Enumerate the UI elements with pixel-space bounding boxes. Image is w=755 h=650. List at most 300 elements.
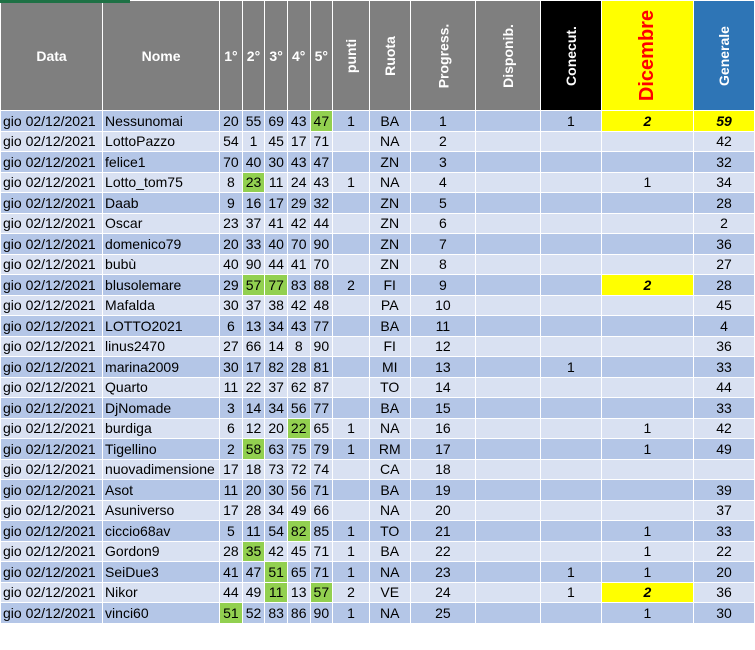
cell-ruota[interactable]: TO (369, 377, 410, 398)
cell-n2[interactable]: 12 (242, 418, 265, 439)
cell-dicembre[interactable] (601, 336, 693, 357)
cell-n4[interactable]: 43 (287, 111, 310, 132)
cell-n4[interactable]: 41 (287, 254, 310, 275)
cell-generale[interactable]: 28 (693, 275, 754, 296)
cell-punti[interactable]: 1 (333, 418, 370, 439)
cell-conecut[interactable] (540, 275, 601, 296)
cell-n2[interactable]: 11 (242, 521, 265, 542)
cell-dicembre[interactable]: 1 (601, 439, 693, 460)
cell-ruota[interactable]: NA (369, 603, 410, 624)
cell-data[interactable]: gio 02/12/2021 (1, 131, 103, 152)
cell-n2[interactable]: 66 (242, 336, 265, 357)
cell-generale[interactable]: 33 (693, 521, 754, 542)
cell-n1[interactable]: 20 (220, 111, 243, 132)
cell-punti[interactable] (333, 357, 370, 378)
cell-disponib[interactable] (476, 541, 541, 562)
cell-n3[interactable]: 45 (265, 131, 288, 152)
cell-progress[interactable]: 1 (410, 111, 476, 132)
cell-progress[interactable]: 23 (410, 562, 476, 583)
cell-disponib[interactable] (476, 357, 541, 378)
cell-n5[interactable]: 71 (310, 541, 333, 562)
cell-conecut[interactable] (540, 316, 601, 337)
cell-n5[interactable]: 85 (310, 521, 333, 542)
cell-n3[interactable]: 69 (265, 111, 288, 132)
cell-disponib[interactable] (476, 418, 541, 439)
cell-n3[interactable]: 20 (265, 418, 288, 439)
cell-n1[interactable]: 44 (220, 582, 243, 603)
cell-n4[interactable]: 42 (287, 295, 310, 316)
cell-n3[interactable]: 54 (265, 521, 288, 542)
header-progress[interactable]: Progress. (410, 1, 476, 111)
cell-generale[interactable]: 27 (693, 254, 754, 275)
cell-n2[interactable]: 33 (242, 234, 265, 255)
cell-generale[interactable]: 39 (693, 480, 754, 501)
cell-n5[interactable]: 32 (310, 193, 333, 214)
cell-n5[interactable]: 44 (310, 213, 333, 234)
cell-punti[interactable] (333, 131, 370, 152)
cell-generale[interactable]: 36 (693, 336, 754, 357)
cell-n2[interactable]: 23 (242, 172, 265, 193)
cell-n2[interactable]: 47 (242, 562, 265, 583)
cell-disponib[interactable] (476, 398, 541, 419)
cell-nome[interactable]: Asuniverso (103, 500, 220, 521)
cell-dicembre[interactable]: 1 (601, 603, 693, 624)
cell-n4[interactable]: 75 (287, 439, 310, 460)
cell-dicembre[interactable] (601, 377, 693, 398)
cell-n4[interactable]: 42 (287, 213, 310, 234)
cell-ruota[interactable]: MI (369, 357, 410, 378)
cell-progress[interactable]: 3 (410, 152, 476, 173)
cell-punti[interactable]: 1 (333, 172, 370, 193)
cell-n1[interactable]: 5 (220, 521, 243, 542)
cell-n5[interactable]: 70 (310, 254, 333, 275)
cell-conecut[interactable] (540, 213, 601, 234)
cell-n1[interactable]: 11 (220, 377, 243, 398)
cell-ruota[interactable]: NA (369, 418, 410, 439)
cell-disponib[interactable] (476, 213, 541, 234)
cell-n3[interactable]: 41 (265, 213, 288, 234)
cell-n4[interactable]: 43 (287, 152, 310, 173)
cell-dicembre[interactable]: 2 (601, 275, 693, 296)
cell-ruota[interactable]: BA (369, 316, 410, 337)
cell-punti[interactable]: 1 (333, 541, 370, 562)
cell-n1[interactable]: 6 (220, 316, 243, 337)
cell-conecut[interactable]: 1 (540, 562, 601, 583)
cell-n1[interactable]: 6 (220, 418, 243, 439)
cell-conecut[interactable] (540, 480, 601, 501)
cell-n3[interactable]: 40 (265, 234, 288, 255)
cell-conecut[interactable] (540, 254, 601, 275)
cell-conecut[interactable]: 1 (540, 582, 601, 603)
cell-data[interactable]: gio 02/12/2021 (1, 398, 103, 419)
cell-ruota[interactable]: ZN (369, 193, 410, 214)
cell-disponib[interactable] (476, 131, 541, 152)
cell-conecut[interactable] (540, 295, 601, 316)
cell-n5[interactable]: 65 (310, 418, 333, 439)
cell-n4[interactable]: 8 (287, 336, 310, 357)
cell-conecut[interactable] (540, 500, 601, 521)
cell-n4[interactable]: 56 (287, 480, 310, 501)
cell-n5[interactable]: 71 (310, 480, 333, 501)
cell-disponib[interactable] (476, 295, 541, 316)
cell-nome[interactable]: ciccio68av (103, 521, 220, 542)
cell-n4[interactable]: 13 (287, 582, 310, 603)
cell-punti[interactable] (333, 480, 370, 501)
cell-nome[interactable]: Gordon9 (103, 541, 220, 562)
cell-n2[interactable]: 1 (242, 131, 265, 152)
cell-generale[interactable]: 28 (693, 193, 754, 214)
cell-generale[interactable]: 2 (693, 213, 754, 234)
cell-n5[interactable]: 90 (310, 234, 333, 255)
cell-n1[interactable]: 51 (220, 603, 243, 624)
cell-dicembre[interactable] (601, 500, 693, 521)
cell-progress[interactable]: 17 (410, 439, 476, 460)
cell-ruota[interactable]: NA (369, 172, 410, 193)
cell-generale[interactable]: 30 (693, 603, 754, 624)
cell-punti[interactable]: 1 (333, 111, 370, 132)
cell-disponib[interactable] (476, 336, 541, 357)
header-n3[interactable]: 3° (265, 1, 288, 111)
cell-ruota[interactable]: ZN (369, 213, 410, 234)
cell-generale[interactable]: 33 (693, 357, 754, 378)
cell-ruota[interactable]: RM (369, 439, 410, 460)
cell-n2[interactable]: 22 (242, 377, 265, 398)
cell-n1[interactable]: 11 (220, 480, 243, 501)
header-dicembre[interactable]: Dicembre (601, 1, 693, 111)
cell-conecut[interactable] (540, 459, 601, 480)
cell-nome[interactable]: LOTTO2021 (103, 316, 220, 337)
cell-data[interactable]: gio 02/12/2021 (1, 152, 103, 173)
cell-n1[interactable]: 8 (220, 172, 243, 193)
cell-n4[interactable]: 43 (287, 316, 310, 337)
cell-data[interactable]: gio 02/12/2021 (1, 316, 103, 337)
cell-n4[interactable]: 22 (287, 418, 310, 439)
cell-generale[interactable]: 42 (693, 131, 754, 152)
cell-n2[interactable]: 20 (242, 480, 265, 501)
cell-disponib[interactable] (476, 193, 541, 214)
cell-ruota[interactable]: NA (369, 562, 410, 583)
cell-n3[interactable]: 34 (265, 316, 288, 337)
cell-n1[interactable]: 20 (220, 234, 243, 255)
cell-data[interactable]: gio 02/12/2021 (1, 439, 103, 460)
cell-n1[interactable]: 70 (220, 152, 243, 173)
cell-n3[interactable]: 14 (265, 336, 288, 357)
cell-conecut[interactable] (540, 152, 601, 173)
cell-generale[interactable]: 4 (693, 316, 754, 337)
cell-n1[interactable]: 23 (220, 213, 243, 234)
cell-n3[interactable]: 30 (265, 480, 288, 501)
cell-n3[interactable]: 42 (265, 541, 288, 562)
cell-ruota[interactable]: BA (369, 541, 410, 562)
header-data[interactable]: Data (1, 1, 103, 111)
cell-nome[interactable]: LottoPazzo (103, 131, 220, 152)
cell-progress[interactable]: 13 (410, 357, 476, 378)
cell-ruota[interactable]: PA (369, 295, 410, 316)
cell-progress[interactable]: 16 (410, 418, 476, 439)
cell-progress[interactable]: 24 (410, 582, 476, 603)
cell-punti[interactable]: 2 (333, 582, 370, 603)
cell-dicembre[interactable] (601, 234, 693, 255)
cell-n4[interactable]: 62 (287, 377, 310, 398)
cell-dicembre[interactable]: 1 (601, 172, 693, 193)
cell-n3[interactable]: 37 (265, 377, 288, 398)
cell-n1[interactable]: 17 (220, 459, 243, 480)
cell-n3[interactable]: 17 (265, 193, 288, 214)
cell-punti[interactable]: 1 (333, 439, 370, 460)
cell-generale[interactable]: 20 (693, 562, 754, 583)
cell-n1[interactable]: 28 (220, 541, 243, 562)
cell-progress[interactable]: 4 (410, 172, 476, 193)
cell-nome[interactable]: blusolemare (103, 275, 220, 296)
cell-disponib[interactable] (476, 111, 541, 132)
cell-ruota[interactable]: ZN (369, 254, 410, 275)
cell-progress[interactable]: 8 (410, 254, 476, 275)
cell-ruota[interactable]: BA (369, 111, 410, 132)
cell-n4[interactable]: 56 (287, 398, 310, 419)
cell-data[interactable]: gio 02/12/2021 (1, 500, 103, 521)
cell-punti[interactable] (333, 316, 370, 337)
cell-n2[interactable]: 16 (242, 193, 265, 214)
cell-generale[interactable]: 36 (693, 234, 754, 255)
cell-n3[interactable]: 63 (265, 439, 288, 460)
cell-n2[interactable]: 35 (242, 541, 265, 562)
cell-punti[interactable]: 2 (333, 275, 370, 296)
cell-data[interactable]: gio 02/12/2021 (1, 562, 103, 583)
cell-n4[interactable]: 49 (287, 500, 310, 521)
cell-progress[interactable]: 19 (410, 480, 476, 501)
cell-nome[interactable]: Oscar (103, 213, 220, 234)
cell-n5[interactable]: 87 (310, 377, 333, 398)
cell-n2[interactable]: 90 (242, 254, 265, 275)
cell-disponib[interactable] (476, 603, 541, 624)
cell-progress[interactable]: 9 (410, 275, 476, 296)
cell-conecut[interactable] (540, 336, 601, 357)
header-nome[interactable]: Nome (103, 1, 220, 111)
cell-punti[interactable] (333, 377, 370, 398)
cell-n3[interactable]: 44 (265, 254, 288, 275)
header-n1[interactable]: 1° (220, 1, 243, 111)
header-disponib[interactable]: Disponib. (476, 1, 541, 111)
cell-ruota[interactable]: BA (369, 398, 410, 419)
cell-conecut[interactable] (540, 193, 601, 214)
cell-nome[interactable]: burdiga (103, 418, 220, 439)
cell-progress[interactable]: 11 (410, 316, 476, 337)
cell-progress[interactable]: 6 (410, 213, 476, 234)
cell-nome[interactable]: Asot (103, 480, 220, 501)
cell-n4[interactable]: 86 (287, 603, 310, 624)
cell-n1[interactable]: 9 (220, 193, 243, 214)
cell-data[interactable]: gio 02/12/2021 (1, 603, 103, 624)
cell-n4[interactable]: 45 (287, 541, 310, 562)
cell-nome[interactable]: Tigellino (103, 439, 220, 460)
cell-dicembre[interactable]: 2 (601, 582, 693, 603)
cell-dicembre[interactable] (601, 193, 693, 214)
cell-ruota[interactable]: NA (369, 500, 410, 521)
cell-dicembre[interactable] (601, 254, 693, 275)
cell-progress[interactable]: 25 (410, 603, 476, 624)
cell-n1[interactable]: 30 (220, 357, 243, 378)
cell-generale[interactable]: 33 (693, 398, 754, 419)
cell-generale[interactable]: 32 (693, 152, 754, 173)
cell-data[interactable]: gio 02/12/2021 (1, 111, 103, 132)
cell-ruota[interactable]: VE (369, 582, 410, 603)
cell-n2[interactable]: 28 (242, 500, 265, 521)
header-punti[interactable]: punti (333, 1, 370, 111)
cell-data[interactable]: gio 02/12/2021 (1, 193, 103, 214)
cell-n3[interactable]: 77 (265, 275, 288, 296)
cell-dicembre[interactable] (601, 213, 693, 234)
cell-n2[interactable]: 14 (242, 398, 265, 419)
cell-n3[interactable]: 30 (265, 152, 288, 173)
cell-conecut[interactable]: 1 (540, 357, 601, 378)
cell-progress[interactable]: 10 (410, 295, 476, 316)
cell-dicembre[interactable]: 1 (601, 521, 693, 542)
cell-n1[interactable]: 27 (220, 336, 243, 357)
cell-n2[interactable]: 18 (242, 459, 265, 480)
cell-disponib[interactable] (476, 254, 541, 275)
cell-n5[interactable]: 90 (310, 336, 333, 357)
cell-disponib[interactable] (476, 234, 541, 255)
cell-nome[interactable]: SeiDue3 (103, 562, 220, 583)
cell-n5[interactable]: 47 (310, 152, 333, 173)
cell-n4[interactable]: 70 (287, 234, 310, 255)
cell-progress[interactable]: 15 (410, 398, 476, 419)
cell-n5[interactable]: 71 (310, 562, 333, 583)
cell-n2[interactable]: 40 (242, 152, 265, 173)
cell-n2[interactable]: 37 (242, 213, 265, 234)
cell-dicembre[interactable] (601, 131, 693, 152)
cell-dicembre[interactable] (601, 459, 693, 480)
cell-n4[interactable]: 65 (287, 562, 310, 583)
cell-n4[interactable]: 83 (287, 275, 310, 296)
cell-n5[interactable]: 74 (310, 459, 333, 480)
cell-n4[interactable]: 17 (287, 131, 310, 152)
cell-generale[interactable]: 59 (693, 111, 754, 132)
header-n5[interactable]: 5° (310, 1, 333, 111)
cell-n5[interactable]: 48 (310, 295, 333, 316)
cell-n3[interactable]: 83 (265, 603, 288, 624)
cell-punti[interactable] (333, 152, 370, 173)
cell-n2[interactable]: 49 (242, 582, 265, 603)
cell-progress[interactable]: 20 (410, 500, 476, 521)
cell-disponib[interactable] (476, 275, 541, 296)
cell-conecut[interactable] (540, 398, 601, 419)
cell-conecut[interactable]: 1 (540, 111, 601, 132)
cell-progress[interactable]: 18 (410, 459, 476, 480)
cell-dicembre[interactable] (601, 398, 693, 419)
cell-progress[interactable]: 21 (410, 521, 476, 542)
cell-nome[interactable]: Nikor (103, 582, 220, 603)
cell-generale[interactable]: 36 (693, 582, 754, 603)
cell-nome[interactable]: marina2009 (103, 357, 220, 378)
cell-n5[interactable]: 77 (310, 398, 333, 419)
cell-n1[interactable]: 40 (220, 254, 243, 275)
cell-punti[interactable] (333, 398, 370, 419)
cell-punti[interactable] (333, 295, 370, 316)
cell-n2[interactable]: 58 (242, 439, 265, 460)
cell-data[interactable]: gio 02/12/2021 (1, 521, 103, 542)
cell-data[interactable]: gio 02/12/2021 (1, 377, 103, 398)
cell-dicembre[interactable]: 2 (601, 111, 693, 132)
cell-dicembre[interactable] (601, 295, 693, 316)
cell-data[interactable]: gio 02/12/2021 (1, 480, 103, 501)
cell-punti[interactable] (333, 459, 370, 480)
cell-progress[interactable]: 22 (410, 541, 476, 562)
cell-nome[interactable]: nuovadimensione (103, 459, 220, 480)
cell-conecut[interactable] (540, 377, 601, 398)
cell-ruota[interactable]: CA (369, 459, 410, 480)
cell-conecut[interactable] (540, 541, 601, 562)
cell-conecut[interactable] (540, 172, 601, 193)
cell-n5[interactable]: 66 (310, 500, 333, 521)
cell-nome[interactable]: Quarto (103, 377, 220, 398)
cell-data[interactable]: gio 02/12/2021 (1, 295, 103, 316)
cell-n3[interactable]: 34 (265, 398, 288, 419)
cell-punti[interactable]: 1 (333, 521, 370, 542)
cell-dicembre[interactable]: 1 (601, 562, 693, 583)
cell-n2[interactable]: 37 (242, 295, 265, 316)
cell-conecut[interactable] (540, 521, 601, 542)
cell-n1[interactable]: 30 (220, 295, 243, 316)
cell-dicembre[interactable] (601, 480, 693, 501)
cell-n1[interactable]: 41 (220, 562, 243, 583)
cell-progress[interactable]: 14 (410, 377, 476, 398)
cell-conecut[interactable] (540, 234, 601, 255)
cell-data[interactable]: gio 02/12/2021 (1, 213, 103, 234)
cell-n3[interactable]: 82 (265, 357, 288, 378)
cell-n1[interactable]: 17 (220, 500, 243, 521)
cell-n3[interactable]: 51 (265, 562, 288, 583)
cell-data[interactable]: gio 02/12/2021 (1, 541, 103, 562)
cell-dicembre[interactable] (601, 357, 693, 378)
cell-dicembre[interactable] (601, 316, 693, 337)
cell-dicembre[interactable]: 1 (601, 418, 693, 439)
cell-n4[interactable]: 24 (287, 172, 310, 193)
cell-data[interactable]: gio 02/12/2021 (1, 582, 103, 603)
cell-n2[interactable]: 52 (242, 603, 265, 624)
cell-punti[interactable] (333, 500, 370, 521)
cell-generale[interactable]: 42 (693, 418, 754, 439)
cell-data[interactable]: gio 02/12/2021 (1, 275, 103, 296)
cell-n5[interactable]: 43 (310, 172, 333, 193)
cell-n1[interactable]: 29 (220, 275, 243, 296)
cell-n4[interactable]: 28 (287, 357, 310, 378)
cell-data[interactable]: gio 02/12/2021 (1, 234, 103, 255)
cell-n2[interactable]: 55 (242, 111, 265, 132)
cell-disponib[interactable] (476, 152, 541, 173)
cell-punti[interactable]: 1 (333, 562, 370, 583)
cell-generale[interactable]: 45 (693, 295, 754, 316)
cell-n4[interactable]: 82 (287, 521, 310, 542)
cell-ruota[interactable]: TO (369, 521, 410, 542)
cell-nome[interactable]: domenico79 (103, 234, 220, 255)
cell-nome[interactable]: DjNomade (103, 398, 220, 419)
cell-disponib[interactable] (476, 459, 541, 480)
cell-progress[interactable]: 2 (410, 131, 476, 152)
cell-nome[interactable]: Daab (103, 193, 220, 214)
cell-punti[interactable] (333, 193, 370, 214)
cell-data[interactable]: gio 02/12/2021 (1, 336, 103, 357)
cell-n3[interactable]: 11 (265, 172, 288, 193)
cell-ruota[interactable]: NA (369, 131, 410, 152)
cell-nome[interactable]: bubù (103, 254, 220, 275)
cell-data[interactable]: gio 02/12/2021 (1, 254, 103, 275)
cell-disponib[interactable] (476, 562, 541, 583)
cell-n5[interactable]: 90 (310, 603, 333, 624)
cell-n5[interactable]: 77 (310, 316, 333, 337)
cell-n3[interactable]: 73 (265, 459, 288, 480)
cell-ruota[interactable]: BA (369, 480, 410, 501)
